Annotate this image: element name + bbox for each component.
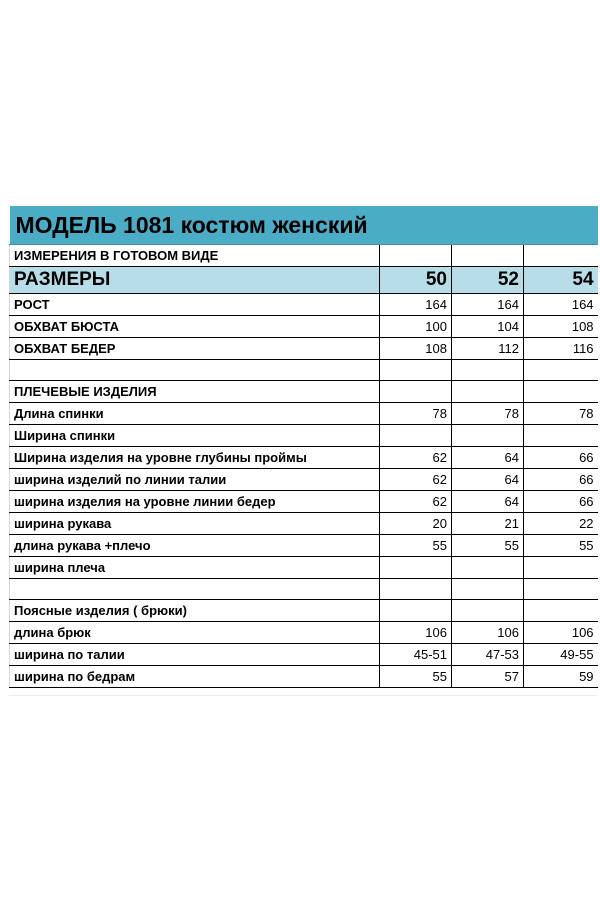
table-row: [10, 622, 598, 644]
page-edge-divider: [9, 695, 597, 696]
table-row: [10, 513, 598, 535]
table-row: [10, 403, 598, 425]
row-value: 62: [380, 447, 452, 469]
cell-empty: [452, 360, 524, 381]
row-value: 62: [380, 469, 452, 491]
row-label: РОСТ: [10, 294, 380, 316]
row-value: 45-51: [380, 644, 452, 666]
row-value: 21: [452, 513, 524, 535]
row-value: 78: [380, 403, 452, 425]
cell-empty: [380, 600, 452, 622]
row-label: ширина изделия на уровне линии бедер: [10, 491, 380, 513]
subtitle: ИЗМЕРЕНИЯ В ГОТОВОМ ВИДЕ: [10, 245, 380, 267]
row-label: ОБХВАТ БЕДЕР: [10, 338, 380, 360]
row-label: ширина изделий по линии талии: [10, 469, 380, 491]
cell-empty: [380, 360, 452, 381]
shoulder-section-label: ПЛЕЧЕВЫЕ ИЗДЕЛИЯ: [10, 381, 380, 403]
cell-empty: [452, 381, 524, 403]
row-label: длина брюк: [10, 622, 380, 644]
row-value: 64: [452, 447, 524, 469]
section-header-row: [10, 381, 598, 403]
cell-empty: [380, 579, 452, 600]
row-label: Ширина изделия на уровне глубины проймы: [10, 447, 380, 469]
title-row: [10, 206, 598, 245]
row-label: ширина по талии: [10, 644, 380, 666]
cell-empty: [524, 579, 598, 600]
cell-empty: [10, 579, 380, 600]
row-value: [524, 425, 598, 447]
row-value: [452, 425, 524, 447]
table-row: [10, 447, 598, 469]
table-row: [10, 469, 598, 491]
row-value: 22: [524, 513, 598, 535]
cell-empty: [380, 381, 452, 403]
row-value: 64: [452, 469, 524, 491]
cell-empty: [452, 245, 524, 267]
row-value: 47-53: [452, 644, 524, 666]
row-value: 62: [380, 491, 452, 513]
table-row: [10, 535, 598, 557]
row-value: [524, 557, 598, 579]
row-label: ширина по бедрам: [10, 666, 380, 688]
row-label: Длина спинки: [10, 403, 380, 425]
table-row: [10, 294, 598, 316]
cell-empty: [380, 245, 452, 267]
row-value: 164: [380, 294, 452, 316]
section-header-row: [10, 600, 598, 622]
row-value: 20: [380, 513, 452, 535]
blank-row: [10, 360, 598, 381]
cell-empty: [452, 579, 524, 600]
table-row: [10, 316, 598, 338]
model-title: МОДЕЛЬ 1081 костюм женский: [10, 206, 598, 245]
row-value: [452, 557, 524, 579]
sizes-row: [10, 267, 598, 294]
row-value: [380, 557, 452, 579]
size-52: 52: [452, 267, 524, 294]
row-value: 57: [452, 666, 524, 688]
row-value: 106: [380, 622, 452, 644]
row-value: 100: [380, 316, 452, 338]
table-row: [10, 425, 598, 447]
row-value: 66: [524, 447, 598, 469]
cell-empty: [10, 360, 380, 381]
row-value: 104: [452, 316, 524, 338]
blank-row: [10, 579, 598, 600]
row-value: 108: [524, 316, 598, 338]
row-value: 59: [524, 666, 598, 688]
row-value: 116: [524, 338, 598, 360]
row-value: 55: [452, 535, 524, 557]
row-value: [380, 425, 452, 447]
row-label: ОБХВАТ БЮСТА: [10, 316, 380, 338]
row-value: 112: [452, 338, 524, 360]
size-table: [9, 206, 598, 688]
row-value: 49-55: [524, 644, 598, 666]
sizes-label: РАЗМЕРЫ: [10, 267, 380, 294]
cell-empty: [524, 360, 598, 381]
row-label: Ширина спинки: [10, 425, 380, 447]
size-chart: [9, 206, 597, 688]
row-value: 55: [524, 535, 598, 557]
row-value: 164: [452, 294, 524, 316]
row-label: ширина рукава: [10, 513, 380, 535]
cell-empty: [524, 381, 598, 403]
table-row: [10, 644, 598, 666]
row-value: 66: [524, 491, 598, 513]
cell-empty: [524, 600, 598, 622]
table-row: [10, 666, 598, 688]
waist-section-label: Поясные изделия ( брюки): [10, 600, 380, 622]
cell-empty: [524, 245, 598, 267]
row-value: 164: [524, 294, 598, 316]
row-value: 55: [380, 535, 452, 557]
row-value: 78: [524, 403, 598, 425]
table-row: [10, 338, 598, 360]
table-row: [10, 491, 598, 513]
row-value: 106: [524, 622, 598, 644]
table-row: [10, 557, 598, 579]
row-label: длина рукава +плечо: [10, 535, 380, 557]
size-50: 50: [380, 267, 452, 294]
cell-empty: [452, 600, 524, 622]
row-value: 108: [380, 338, 452, 360]
row-value: 55: [380, 666, 452, 688]
row-value: 64: [452, 491, 524, 513]
row-value: 66: [524, 469, 598, 491]
row-value: 78: [452, 403, 524, 425]
size-54: 54: [524, 267, 598, 294]
row-value: 106: [452, 622, 524, 644]
subtitle-row: [10, 245, 598, 267]
row-label: ширина плеча: [10, 557, 380, 579]
